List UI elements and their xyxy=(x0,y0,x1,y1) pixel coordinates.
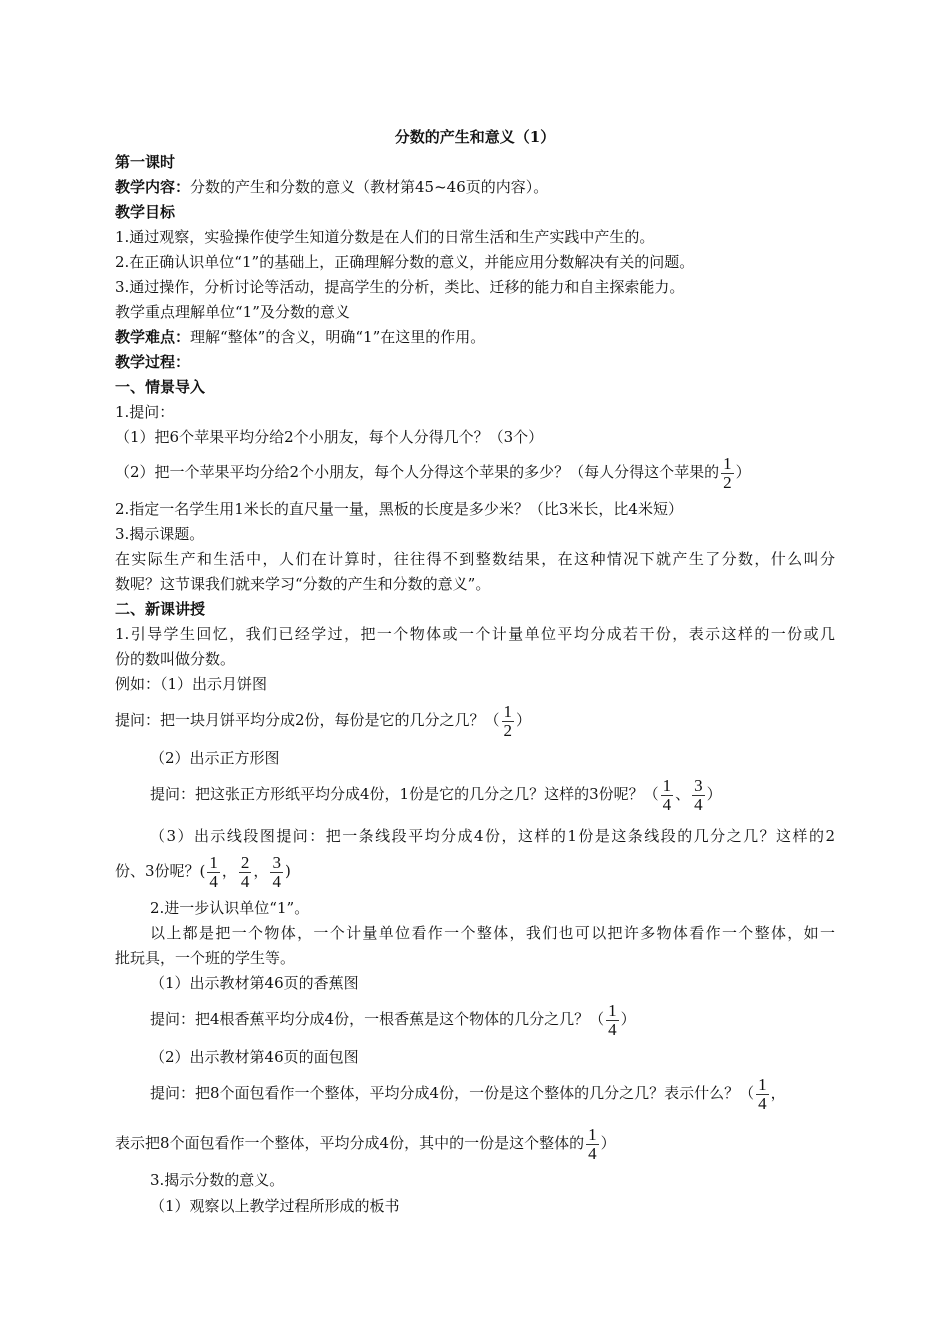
fraction xyxy=(586,1126,599,1163)
question-4: 3.揭示课题。 xyxy=(115,525,205,543)
example-3-line-1: （3）出示线段图提问：把一条线段平均分成4份，这样的1份是这条线段的几分之几？这样的2 xyxy=(150,827,835,845)
question-2 xyxy=(115,452,835,492)
fraction-numerator: 1 xyxy=(588,1124,597,1144)
paragraph-1-line-2: 份的数叫做分数。 xyxy=(115,650,236,668)
fraction xyxy=(239,854,252,891)
example-3-line-2 xyxy=(115,851,835,891)
fraction-denominator: 2 xyxy=(503,720,513,740)
paragraph-2-line-2: 批玩具，一个班的学生等。 xyxy=(115,949,296,967)
example-3-tail: ) xyxy=(284,862,291,880)
example-2-question-text: 提问：把这张正方形纸平均分成4份，1份是它的几分之几？这样的3份呢？（ xyxy=(150,785,659,803)
fraction-denominator: 4 xyxy=(209,871,218,891)
example-1: 例如：（1）出示月饼图 xyxy=(115,675,268,693)
lesson-label: 第一课时 xyxy=(115,153,176,171)
example-2-question xyxy=(150,774,870,814)
fraction-denominator: 4 xyxy=(694,794,703,814)
fraction-denominator: 4 xyxy=(272,871,281,891)
fraction xyxy=(606,1002,619,1039)
paragraph-3: 3.揭示分数的意义。 xyxy=(150,1171,285,1189)
fraction-numerator: 2 xyxy=(240,852,250,872)
goal-item: 1.通过观察，实验操作使学生知道分数是在人们的日常生活和生产实践中产生的。 xyxy=(115,228,655,246)
fraction-denominator: 4 xyxy=(662,794,672,814)
fraction-numerator: 3 xyxy=(694,775,703,795)
question-3: 2.指定一名学生用1米长的直尺量一量，黑板的长度是多少米？（比3米长，比4米短） xyxy=(115,500,683,518)
ask-label: 1.提问： xyxy=(115,403,175,421)
paragraph-2: 2.进一步认识单位“1”。 xyxy=(150,899,310,917)
paragraph-1-line-1: 1.引导学生回忆，我们已经学过，把一个物体或一个计量单位平均分成若干份，表示这样的一份或几 xyxy=(115,625,835,643)
bread-answer-tail: ） xyxy=(600,1134,616,1152)
section1-heading: 一、情景导入 xyxy=(115,378,206,396)
example-2-question-tail: ） xyxy=(706,785,722,803)
banana-question-tail: ） xyxy=(620,1010,636,1028)
fraction-denominator: 4 xyxy=(588,1143,597,1163)
example-1-question-tail: ） xyxy=(516,711,532,729)
fraction-numerator: 1 xyxy=(758,1074,767,1094)
fraction-denominator: 4 xyxy=(240,871,250,891)
example-3-text: 份、3份呢？( xyxy=(115,862,206,880)
difficulty-label: 教学难点： xyxy=(115,328,191,346)
banana-question-text: 提问：把4根香蕉平均分成4份，一根香蕉是这个物体的几分之几？（ xyxy=(150,1010,605,1028)
fraction xyxy=(270,854,283,891)
fraction-denominator: 4 xyxy=(758,1093,767,1113)
content-label: 教学内容： xyxy=(115,178,191,196)
paragraph-2-line-1: 以上都是把一个物体，一个计量单位看作一个整体，我们也可以把许多物体看作一个整体，如一 xyxy=(150,924,835,942)
example-1-question xyxy=(115,700,835,740)
example-2: （2）出示正方形图 xyxy=(150,749,280,767)
fraction-denominator: 2 xyxy=(723,472,732,492)
difficulty-text: 理解“整体”的含义，明确“1”在这里的作用。 xyxy=(190,328,486,346)
goal-item: 3.通过操作，分析讨论等活动，提高学生的分析，类比、迁移的能力和自主探索能力。 xyxy=(115,278,685,296)
key-point: 教学重点理解单位“1”及分数的意义 xyxy=(115,303,350,321)
fraction xyxy=(692,777,705,814)
page-title: 分数的产生和意义（1） xyxy=(394,128,556,146)
fraction-numerator: 1 xyxy=(662,775,672,795)
fraction-denominator: 4 xyxy=(608,1019,617,1039)
fraction-separator: ， xyxy=(253,862,269,880)
question-2-tail: ） xyxy=(735,463,751,481)
banana-item: （1）出示教材第46页的香蕉图 xyxy=(150,974,359,992)
fraction-separator: 、 xyxy=(675,785,691,803)
intro-line-1: 在实际生产和生活中，人们在计算时，往往得不到整数结果，在这种情况下就产生了分数，什么叫分 xyxy=(115,550,835,568)
bread-answer xyxy=(115,1123,835,1163)
paragraph-3-item-1: （1）观察以上教学过程所形成的板书 xyxy=(150,1197,400,1215)
section2-heading: 二、新课讲授 xyxy=(115,600,206,618)
bread-item: （2）出示教材第46页的面包图 xyxy=(150,1048,359,1066)
fraction xyxy=(721,455,734,492)
fraction-numerator: 1 xyxy=(723,453,732,473)
content-text: 分数的产生和分数的意义（教材第45~46页的内容）。 xyxy=(190,178,549,196)
fraction-numerator: 1 xyxy=(209,852,218,872)
fraction-numerator: 1 xyxy=(503,701,513,721)
bread-question-text: 提问：把8个面包看作一个整体，平均分成4份，一份是这个整体的几分之几？表示什么？（ xyxy=(150,1084,755,1102)
fraction-numerator: 1 xyxy=(608,1000,617,1020)
example-1-question-text: 提问：把一块月饼平均分成2份，每份是它的几分之几？（ xyxy=(115,711,500,729)
fraction-numerator: 3 xyxy=(272,852,281,872)
fraction xyxy=(756,1076,769,1113)
question-2-text: （2）把一个苹果平均分给2个小朋友，每个人分得这个苹果的多少？（每人分得这个苹果的 xyxy=(115,463,720,481)
fraction xyxy=(502,703,515,740)
bread-question xyxy=(150,1073,835,1113)
teaching-content xyxy=(115,177,835,197)
bread-answer-text: 表示把8个面包看作一个整体，平均分成4份，其中的一份是这个整体的 xyxy=(115,1134,585,1152)
banana-question xyxy=(150,999,870,1039)
difficulty xyxy=(115,327,835,347)
goals-heading: 教学目标 xyxy=(115,203,176,221)
bread-question-tail: ， xyxy=(770,1084,786,1102)
process-heading: 教学过程： xyxy=(115,353,191,371)
fraction xyxy=(207,854,220,891)
question-1: （1）把6个苹果平均分给2个小朋友，每个人分得几个？（3个） xyxy=(115,428,544,446)
fraction-separator: ， xyxy=(221,862,237,880)
intro-line-2: 数呢？这节课我们就来学习“分数的产生和分数的意义”。 xyxy=(115,575,491,593)
goal-item: 2.在正确认识单位“1”的基础上，正确理解分数的意义，并能应用分数解决有关的问题。 xyxy=(115,253,695,271)
fraction xyxy=(661,777,674,814)
